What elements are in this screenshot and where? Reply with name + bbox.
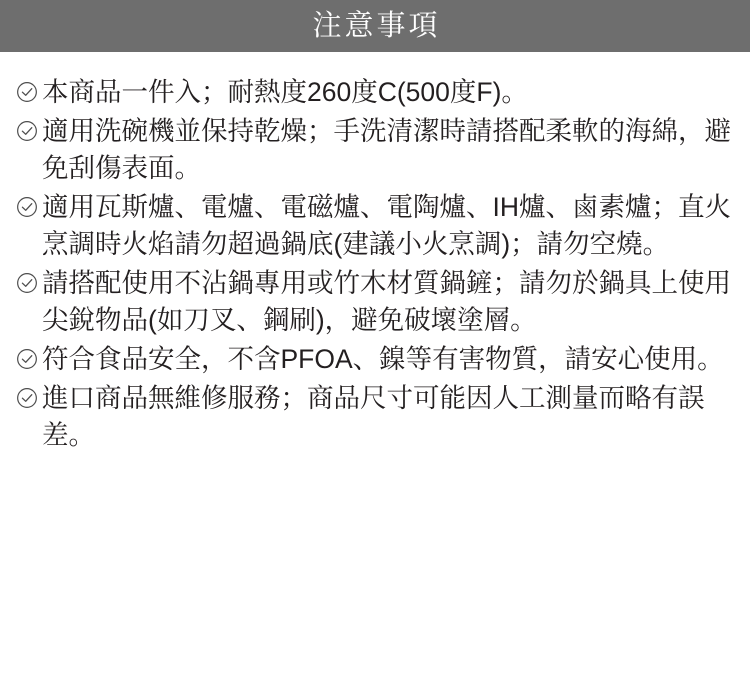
list-item xyxy=(14,74,736,111)
list-item xyxy=(14,189,736,263)
list-item-text: 進口商品無維修服務；商品尺寸可能因人工測量而略有誤差。 xyxy=(42,383,705,450)
check-circle-icon xyxy=(14,114,40,148)
page-title: 注意事項 xyxy=(312,9,441,42)
check-circle-icon xyxy=(14,190,40,224)
list-item xyxy=(14,380,736,454)
list-item-text: 本商品一件入；耐熱度260度C(500度F)。 xyxy=(42,77,528,107)
check-circle-icon xyxy=(14,266,40,300)
list-item xyxy=(14,113,736,187)
notice-header xyxy=(0,0,750,52)
list-item-text: 請搭配使用不沾鍋專用或竹木材質鍋鏟；請勿於鍋具上使用尖銳物品(如刀叉、鋼刷)，避免破壞塗層。 xyxy=(42,268,731,335)
list-item-text: 符合食品安全，不含PFOA、鎳等有害物質，請安心使用。 xyxy=(42,344,724,374)
check-circle-icon xyxy=(14,381,40,415)
list-item-text: 適用瓦斯爐、電爐、電磁爐、電陶爐、IH爐、鹵素爐；直火烹調時火焰請勿超過鍋底(建議小火烹調)；請勿空燒。 xyxy=(42,192,731,259)
list-item xyxy=(14,265,736,339)
check-circle-icon xyxy=(14,75,40,109)
check-circle-icon xyxy=(14,342,40,376)
list-item-text: 適用洗碗機並保持乾燥；手洗清潔時請搭配柔軟的海綿，避免刮傷表面。 xyxy=(42,116,731,183)
notice-list xyxy=(0,52,750,680)
list-item xyxy=(14,341,736,378)
